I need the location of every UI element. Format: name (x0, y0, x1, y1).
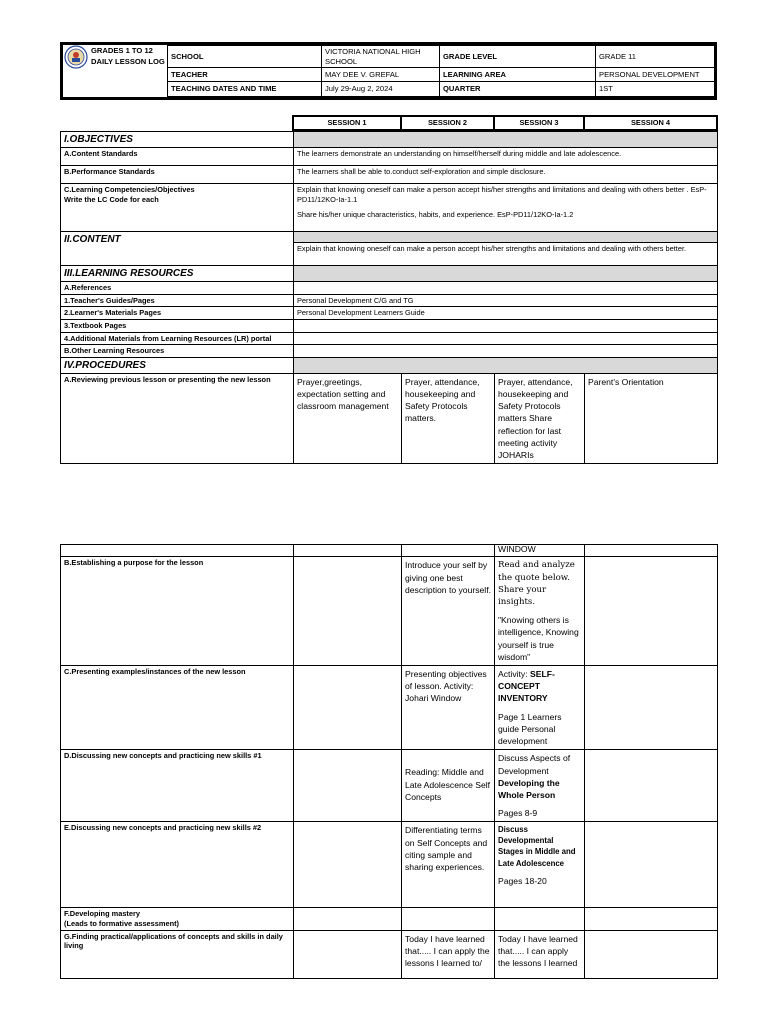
procedure-a-session-1: Prayer,greetings, expectation setting and classroom management (294, 373, 402, 463)
form-title-line-1: GRADES 1 TO 12 (91, 46, 153, 55)
procedure-b-label: B.Establishing a purpose for the lesson (61, 557, 294, 666)
dates-label: TEACHING DATES AND TIME (168, 82, 322, 97)
procedure-a-session-3-continued: WINDOW (495, 545, 585, 557)
procedure-b-session-3-prompt: Read and analyze the quote below. Share your insights. (498, 560, 575, 608)
procedure-f-label-line-2: (Leads to formative assessment) (64, 918, 180, 928)
grade-level-value: GRADE 11 (596, 46, 715, 68)
school-label: SCHOOL (168, 46, 322, 68)
competencies-label (61, 184, 294, 232)
learners-materials-label: 2.Learner's Materials Pages (61, 307, 294, 320)
procedures-heading: IV.PROCEDURES (61, 357, 294, 373)
learning-area-value: PERSONAL DEVELOPMENT (596, 68, 715, 82)
resources-heading: III.LEARNING RESOURCES (61, 266, 294, 282)
session-3-header: SESSION 3 (494, 116, 584, 130)
content-standards-label: A.Content Standards (61, 148, 294, 166)
grade-level-label: GRADE LEVEL (440, 46, 596, 68)
dates-value: July 29-Aug 2, 2024 (322, 82, 440, 97)
procedure-c-session-2: Presenting objectives of lesson. Activity: Johari Window (402, 666, 495, 750)
procedure-d-label: D.Discussing new concepts and practicing new skills #1 (61, 750, 294, 822)
procedure-e-label: E.Discussing new concepts and practicing new skills #2 (61, 822, 294, 908)
procedure-f-label (61, 908, 294, 930)
procedure-f-label-line-1: F.Developing mastery (64, 909, 140, 919)
procedure-c-session-3-activity: SELF-CONCEPT INVENTORY (498, 669, 555, 704)
procedure-d-session-3-bold: Developing the Whole Person (498, 777, 560, 800)
procedure-c-session-3-prefix: Activity: (498, 669, 530, 680)
competencies-value (294, 184, 718, 232)
procedure-d-session-2: Reading: Middle and Late Adolescence Self Concepts (402, 750, 495, 822)
procedure-d-session-3 (495, 750, 585, 822)
content-standards-value: The learners demonstrate an understanding on himself/herself during middle and late adolescence. (294, 148, 718, 166)
procedure-d-session-3-pages: Pages 8-9 (498, 808, 538, 819)
procedure-d-session-3-topic: Discuss Aspects of Development (498, 753, 571, 776)
session-2-header: SESSION 2 (401, 116, 494, 130)
content-heading: II.CONTENT (61, 232, 294, 266)
procedure-e-session-3-pages: Pages 18-20 (498, 875, 547, 886)
competency-2: Share his/her unique characteristics, habits, and experience. EsP-PD11/12KO-Ia-1.2 (297, 210, 574, 220)
procedure-a-label: A.Reviewing previous lesson or presenting the new lesson (61, 373, 294, 463)
procedure-b-session-3 (495, 557, 585, 666)
procedure-a-session-4: Parent's Orientation (585, 373, 718, 463)
procedure-g-session-3: Today I have learned that..... I can apply the lessons I learned (495, 930, 585, 978)
teachers-guide-value: Personal Development C/G and TG (294, 294, 718, 307)
teacher-label: TEACHER (168, 68, 322, 82)
procedure-c-label: C.Presenting examples/instances of the new lesson (61, 666, 294, 750)
content-value: Explain that knowing oneself can make a person accept his/her strengths and limitations and dealing with others better. (294, 243, 718, 266)
deped-seal-icon (64, 45, 88, 69)
procedure-e-session-2: Differentiating terms on Self Concepts and citing sample and sharing experiences. (402, 822, 495, 908)
procedure-a-session-2: Prayer, attendance, housekeeping and Safety Protocols matters. (402, 373, 495, 463)
lesson-table-page-2 (60, 544, 718, 979)
teacher-value: MAY DEE V. GREFAL (322, 68, 440, 82)
competencies-label-line-2: Write the LC Code for each (64, 194, 159, 204)
header-table (167, 45, 715, 97)
textbook-label: 3.Textbook Pages (61, 319, 294, 332)
additional-materials-label: 4.Additional Materials from Learning Resources (LR) portal (61, 332, 294, 345)
lesson-table-page-1 (60, 131, 718, 464)
procedure-e-session-3 (495, 822, 585, 908)
procedure-a-session-3: Prayer, attendance, housekeeping and Safety Protocols matters Share reflection for last meeting activity JOHARIs (495, 373, 585, 463)
quarter-value: 1ST (596, 82, 715, 97)
session-1-header: SESSION 1 (293, 116, 401, 130)
procedure-g-session-2: Today I have learned that..... I can apply the lessons I learned to/ (402, 930, 495, 978)
procedure-c-session-3 (495, 666, 585, 750)
learning-area-label: LEARNING AREA (440, 68, 596, 82)
procedure-b-session-3-quote: "Knowing others is intelligence, Knowing yourself is true wisdom" (498, 615, 579, 662)
other-resources-label: B.Other Learning Resources (61, 345, 294, 358)
teachers-guide-label: 1.Teacher's Guides/Pages (61, 294, 294, 307)
competencies-label-line-1: C.Learning Competencies/Objectives (64, 185, 195, 194)
school-value: VICTORIA NATIONAL HIGH SCHOOL (322, 46, 440, 68)
performance-standards-label: B.Performance Standards (61, 166, 294, 184)
form-title (91, 45, 165, 67)
session-header (292, 115, 718, 131)
session-4-header: SESSION 4 (584, 116, 717, 130)
performance-standards-value: The learners shall be able to.conduct self-exploration and simple disclosure. (294, 166, 718, 184)
references-label: A.References (61, 282, 294, 295)
form-title-line-2: DAILY LESSON LOG (91, 57, 165, 66)
objectives-heading: I.OBJECTIVES (61, 132, 294, 148)
learners-materials-value: Personal Development Learners Guide (294, 307, 718, 320)
procedure-c-session-3-reference: Page 1 Learners guide Personal development (498, 711, 562, 747)
procedure-g-label: G.Finding practical/applications of concepts and skills in daily living (61, 930, 294, 978)
procedure-b-session-2: Introduce your self by giving one best description to yourself. (402, 557, 495, 666)
competency-1: Explain that knowing oneself can make a person accept his/her strengths and limitations and dealing with others better . EsP-PD11/12KO-Ia-1.1 (297, 185, 707, 204)
procedure-e-session-3-bold: Discuss Developmental Stages in Middle and Late Adolescence (498, 825, 576, 868)
quarter-label: QUARTER (440, 82, 596, 97)
